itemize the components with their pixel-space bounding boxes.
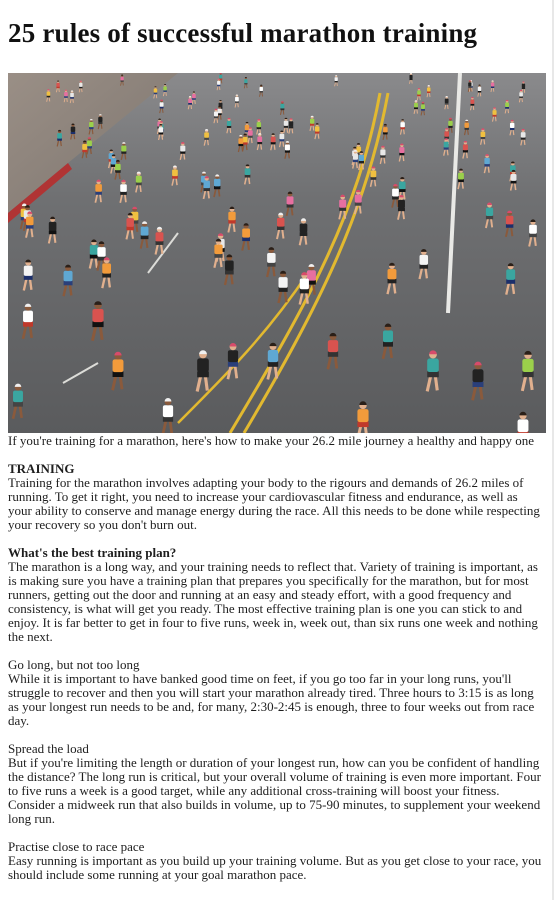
section-body: But if you're limiting the length or duration of your longest run, how can you be confident of handling the distance? The long run is critical, but your overall volume of training is even more important. Four to five runs a week is a good target, while any additional cross-training will boost your fitness. Consider a midweek run that also builds in volume, up to 75-90 minutes, to supplement your weekend long run.	[8, 755, 541, 826]
section-heading: Spread the load	[8, 741, 89, 756]
section-body: Training for the marathon involves adapting your body to the rigours and demands of 26.2 miles of running. To get it right, you need to increase your cardiovascular fitness and endurance, as well as your ability to conserve and manage energy during the race. All this needs to be done while respecting your recovery so you don't burn out.	[8, 475, 540, 532]
section-heading: Practise close to race pace	[8, 839, 145, 854]
section-go-long	[8, 658, 544, 728]
section-body: The marathon is a long way, and your training needs to reflect that. Variety of training is important, as is making sure you have a training plan that prepares you specifically for the marathon, but for most runners, getting out the door and running at an easy and steady effort, with a good frequency and consistency, is what will get you ready. The most effective training plan is one you can stick to and enjoy. It is far better to get in four to five runs, week in, week out, than six runs one week and nothing the next.	[8, 559, 538, 644]
article-body	[8, 434, 544, 896]
section-heading: Go long, but not too long	[8, 657, 140, 672]
section-heading: TRAINING	[8, 461, 75, 476]
section-best-training-plan	[8, 546, 544, 644]
article-intro: If you're training for a marathon, here's how to make your 26.2 mile journey a healthy and happy one	[8, 433, 534, 448]
marathon-runners-photo	[8, 73, 546, 433]
section-heading: What's the best training plan?	[8, 545, 177, 560]
section-body: While it is important to have banked good time on feet, if you go too far in your long runs, you'll struggle to recover and then you will start your marathon already tired. Three hours to 3:15 is as long as your longest run needs to be and, for many, 2:30-2:45 is enough, three to four weeks out from race day.	[8, 671, 535, 728]
section-race-pace	[8, 840, 544, 882]
section-spread-the-load	[8, 742, 544, 826]
section-training	[8, 462, 544, 532]
page-title: 25 rules of successful marathon training	[8, 18, 478, 48]
section-body: Easy running is important as you build up your training volume. But as you get close to your race, you should include some running at your goal marathon pace.	[8, 853, 542, 882]
